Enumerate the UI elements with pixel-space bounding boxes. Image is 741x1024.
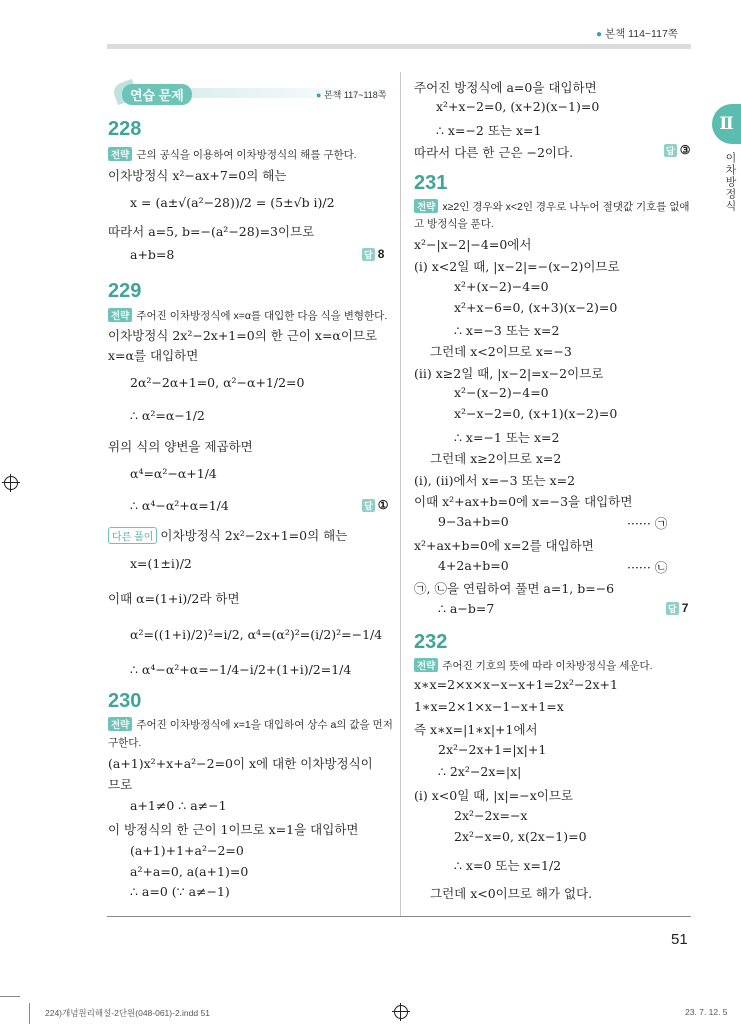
solution-line: a+1≠0 ∴ a≠−1 [130,798,227,813]
solution-line: 9−3a+b=0 [438,514,509,529]
column-divider [400,72,401,916]
alt-solution-badge: 다른 풀이 [108,527,157,544]
solution-line: ∴ α²=α−1/2 [130,408,205,423]
solution-text: 이차방정식 2x²−2x+1=0의 해는 [160,528,348,543]
solution-line: 그런데 x<2이므로 x=−3 [430,344,572,359]
strategy-text: 근의 공식을 이용하여 이차방정식의 해를 구한다. [136,149,357,161]
footer-rule [107,916,691,917]
strategy-line [108,147,357,162]
solution-line: 이때 x²+ax+b=0에 x=−3을 대입하면 [414,494,633,509]
footer-date: 23. 7. 12. 5 [685,1007,728,1017]
strategy-line [108,735,141,750]
solution-line: 그런데 x≥2이므로 x=2 [430,451,562,466]
answer-value: ① [377,498,389,512]
practice-title: 연습 문제 [122,84,192,105]
solution-line: x²+ax+b=0에 x=2를 대입하면 [414,538,594,553]
answer-value: 7 [681,601,689,615]
registration-mark-icon [394,1005,408,1019]
solution-line: ∴ α⁴−α²+α=−1/4−i/2+(1+i)/2=1/4 [130,662,352,677]
footer-file: 224)개념원리해설-2단원(048-061)-2.indd 51 [45,1008,210,1018]
solution-line: x = (a±√(a²−28))/2 = (5±√b i)/2 [130,195,335,210]
solution-line: 즉 x∗x=|1∗x|+1에서 [414,722,538,737]
solution-line: 므로 [108,777,133,792]
section-reference-text: 본책 114~117쪽 [604,28,678,40]
strategy-text: 주어진 이차방정식에 x=α를 대입한 다음 식을 변형한다. [136,310,388,322]
problem-number: 229 [108,280,142,302]
solution-line: a+b=8 [130,247,175,262]
solution-line: ∴ x=−1 또는 x=2 [454,430,560,445]
header-rule [107,44,691,49]
solution-line: 4+2a+b=0 [438,558,509,573]
solution-line: 이차방정식 x²−ax+7=0의 해는 [108,168,287,183]
strategy-line [108,308,387,323]
solution-line: ······ ㉡ [627,560,668,575]
crop-mark [0,996,20,997]
solution-line: 2x²−x=0, x(2x−1)=0 [454,829,587,844]
chapter-tab-label: 이차방정식 [724,152,736,212]
solution-line: ∴ a−b=7 [438,601,495,616]
solution-line: 2x²−2x+1=|x|+1 [438,742,547,757]
chapter-tab-numeral: Ⅱ [719,114,734,134]
solution-line: 위의 식의 양변을 제곱하면 [108,439,253,454]
answer-icon: 답 [666,146,675,156]
solution-line: x²+(x−2)−4=0 [454,279,549,294]
answer-icon: 답 [364,250,373,260]
solution-line: ······ ㉠ [627,516,668,531]
solution-line: 따라서 a=5, b=−(a²−28)=3이므로 [108,224,315,239]
page-number: 51 [671,931,688,948]
answer-value: 8 [377,247,385,261]
solution-line: x=α를 대입하면 [108,348,199,363]
solution-line: α²=((1+i)/2)²=i/2, α⁴=(α²)²=(i/2)²=−1/4 [130,627,383,642]
crop-mark [29,1003,30,1024]
strategy-badge: 전략 [414,658,438,672]
solution-line: x∗x=2×x×x−x−x+1=2x²−2x+1 [414,677,618,692]
practice-banner [108,82,400,104]
solution-line: 이차방정식 2x²−2x+1=0의 한 근이 x=α이므로 [108,328,378,343]
strategy-line [414,658,653,673]
strategy-text: 주어진 이차방정식에 x=1을 대입하여 상수 a의 값을 먼저 [136,719,393,731]
answer-icon: 답 [364,501,373,511]
solution-line: ∴ x=−3 또는 x=2 [454,323,560,338]
strategy-text: x≥2인 경우와 x<2인 경우로 나누어 절댓값 기호를 없애 [442,201,690,213]
strategy-line [108,717,393,732]
solution-line: x²−|x−2|−4=0에서 [414,237,532,252]
alt-solution-line [108,526,347,544]
answer-mark [362,498,388,512]
strategy-badge: 전략 [108,147,132,161]
solution-line: 1∗x=2×1×x−1−x+1=x [414,699,564,714]
strategy-text: 주어진 기호의 뜻에 따라 이차방정식을 세운다. [442,660,653,672]
chapter-tab [712,104,741,144]
solution-line: α⁴=α²−α+1/4 [130,466,217,481]
solution-line: 이때 α=(1+i)/2라 하면 [108,591,240,606]
strategy-badge: 전략 [108,308,132,322]
problem-number: 230 [108,690,142,712]
strategy-text: 구한다. [108,737,142,749]
strategy-line [414,216,494,231]
solution-line: 따라서 다른 한 근은 −2이다. [414,145,574,160]
strategy-text: 고 방정식을 푼다. [414,218,494,230]
problem-number: 232 [414,631,448,653]
solution-line: (i), (ii)에서 x=−3 또는 x=2 [414,473,576,488]
solution-line: (ii) x≥2일 때, |x−2|=x−2이므로 [414,366,604,381]
problem-number: 231 [414,172,448,194]
solution-line: x²+x−2=0, (x+2)(x−1)=0 [436,99,600,114]
solution-line: 이 방정식의 한 근이 1이므로 x=1을 대입하면 [108,822,359,837]
solution-line: x²−x−2=0, (x+1)(x−2)=0 [454,406,618,421]
answer-mark [664,143,690,157]
answer-mark [666,601,688,615]
solution-line: ∴ x=−2 또는 x=1 [436,123,542,138]
answer-mark [362,247,384,261]
solution-line: ㉠, ㉡을 연립하여 풀면 a=1, b=−6 [414,581,615,596]
solution-line: ∴ x=0 또는 x=1/2 [454,858,562,873]
solution-line: x=(1±i)/2 [130,556,192,571]
section-reference: ● 본책 114~117쪽 [596,28,678,40]
strategy-line [414,199,690,214]
answer-icon: 답 [668,604,677,614]
solution-line: x²−(x−2)−4=0 [454,385,549,400]
practice-reference-text: 본책 117~118쪽 [323,90,387,100]
solution-line: ∴ 2x²−2x=|x| [438,764,522,779]
solution-line: (a+1)+1+a²−2=0 [130,843,244,858]
problem-number: 228 [108,118,142,140]
solution-line: 주어진 방정식에 a=0을 대입하면 [414,80,597,95]
solution-line: 2α²−2α+1=0, α²−α+1/2=0 [130,375,305,390]
registration-mark-icon [4,476,18,490]
solution-line: x²+x−6=0, (x+3)(x−2)=0 [454,300,618,315]
practice-reference: ● 본책 117~118쪽 [316,90,387,100]
solution-line: 그런데 x<0이므로 해가 없다. [430,886,593,901]
solution-line: ∴ a=0 (∵ a≠−1) [130,884,230,899]
solution-line: 2x²−2x=−x [454,808,528,823]
answer-value: ③ [679,143,691,157]
solution-line: (i) x<0일 때, |x|=−x이므로 [414,788,573,803]
strategy-badge: 전략 [414,199,438,213]
solution-line: ∴ α⁴−α²+α=1/4 [130,498,229,513]
solution-line: (i) x<2일 때, |x−2|=−(x−2)이므로 [414,259,620,274]
solution-line: (a+1)x²+x+a²−2=0이 x에 대한 이차방정식이 [108,756,373,771]
solution-line: a²+a=0, a(a+1)=0 [130,864,249,879]
strategy-badge: 전략 [108,717,132,731]
